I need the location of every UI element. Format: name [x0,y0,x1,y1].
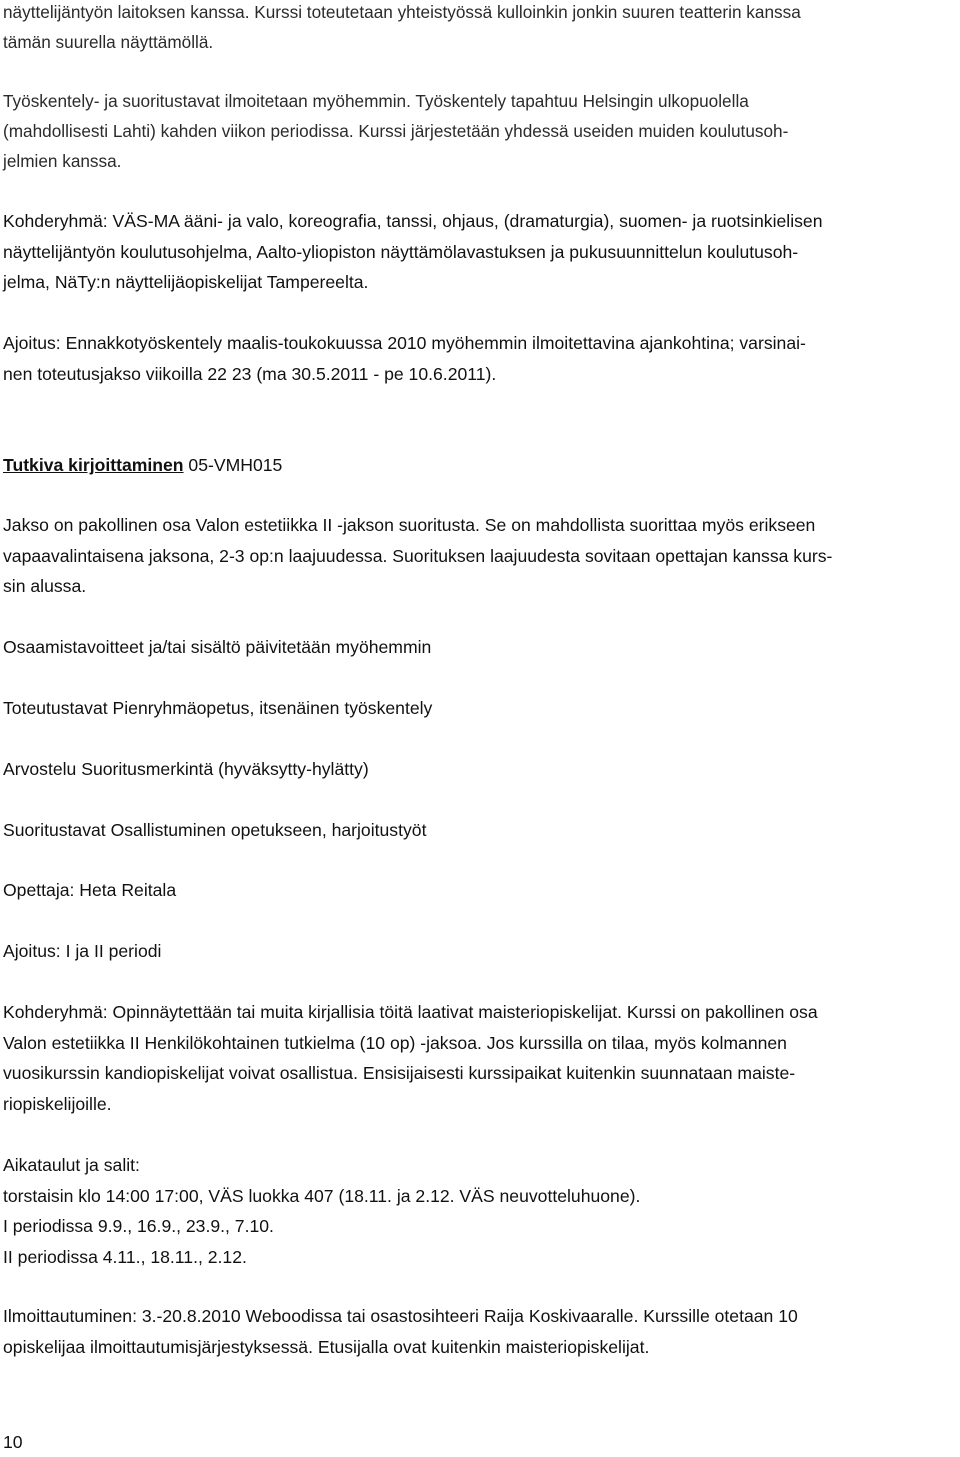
text-line: tämän suurella näyttämöllä. [3,32,214,52]
course-title: Tutkiva kirjoittaminen [3,455,184,475]
timing-periods: Ajoitus: I ja II periodi [3,941,162,961]
learning-outcomes: Osaamistavoitteet ja/tai sisältö päivitetään myöhemmin [3,637,432,657]
target-group-paragraph [3,206,958,298]
text-line: I periodissa 9.9., 16.9., 23.9., 7.10. [3,1216,274,1236]
registration-paragraph [3,1301,958,1362]
text-line: II periodissa 4.11., 18.11., 2.12. [3,1246,247,1267]
target-group-paragraph-2 [3,997,958,1119]
text-line: näyttelijäntyön laitoksen kanssa. Kurssi toteutetaan yhteistyössä kulloinkin jonkin suuren teatterin kanssa [3,2,801,22]
text-line: Työskentely- ja suoritustavat ilmoitetaan myöhemmin. Työskentely tapahtuu Helsingin ulkopuolella [3,91,749,111]
text-line: Jakso on pakollinen osa Valon estetiikka II -jakson suoritusta. Se on mahdollista suorittaa myös erikseen [3,515,816,535]
course-code: 05-VMH015 [183,455,283,475]
text-line: jelmien kanssa. [3,151,122,171]
intro-paragraph-2 [3,86,958,176]
page-number: 10 [3,1432,23,1452]
intro-paragraph-1 [3,0,958,57]
text-line: riopiskelijoille. [3,1093,112,1114]
teacher: Opettaja: Heta Reitala [3,880,177,900]
text-line: (mahdollisesti Lahti) kahden viikon periodissa. Kurssi järjestetään yhdessä useiden muiden koulutusoh- [3,121,789,141]
text-line: Valon estetiikka II Henkilökohtainen tutkielma (10 op) -jaksoa. Jos kurssilla on tilaa, myös kolmannen [3,1032,787,1053]
text-line: näyttelijäntyön koulutusohjelma, Aalto-yliopiston näyttämölavastuksen ja pukusuunnittelun koulutusoh- [3,241,799,262]
text-line: Ajoitus: Ennakkotyöskentely maalis-toukokuussa 2010 myöhemmin ilmoitettavina ajankohtina; varsinai- [3,333,806,353]
text-line: jelma, NäTy:n näyttelijäopiskelijat Tampereelta. [3,272,369,292]
text-line: vapaavalintaisena jaksona, 2-3 op:n laajuudessa. Suorituksen laajuudesta sovitaan opettajan kanssa kurs- [3,545,833,566]
completion-methods: Suoritustavat Osallistuminen opetukseen, harjoitustyöt [3,820,427,840]
text-line: nen toteutusjakso viikoilla 22 23 (ma 30.5.2011 - pe 10.6.2011). [3,363,497,384]
text-line: Kohderyhmä: VÄS-MA ääni- ja valo, koreografia, tanssi, ohjaus, (dramaturgia), suomen- ja ruotsinkielisen [3,211,823,231]
grading: Arvostelu Suoritusmerkintä (hyväksytty-hylätty) [3,759,369,779]
text-line: sin alussa. [3,576,87,596]
course-title-line [3,450,958,481]
course-heading [3,450,958,481]
text-line: vuosikurssin kandiopiskelijat voivat osallistua. Ensisijaisesti kurssipaikat kuitenkin suunnataan maiste- [3,1063,796,1083]
schedule-section [3,1150,958,1272]
teaching-methods: Toteutustavat Pienryhmäopetus, itsenäinen työskentely [3,698,433,718]
text-line: Ilmoittautuminen: 3.-20.8.2010 Weboodissa tai osastosihteeri Raija Koskivaaralle. Kurssille otetaan 10 [3,1306,798,1326]
course-description [3,510,958,602]
text-line: torstaisin klo 14:00 17:00, VÄS luokka 407 (18.11. ja 2.12. VÄS neuvotteluhuone). [3,1185,641,1206]
schedule-heading: Aikataulut ja salit: [3,1155,140,1175]
text-line: Kohderyhmä: Opinnäytettään tai muita kirjallisia töitä laativat maisteriopiskelijat. Kurssi on pakollinen osa [3,1002,818,1022]
timing-paragraph [3,328,958,389]
text-line: opiskelijaa ilmoittautumisjärjestyksessä. Etusijalla ovat kuitenkin maisteriopiskelijat. [3,1336,650,1357]
